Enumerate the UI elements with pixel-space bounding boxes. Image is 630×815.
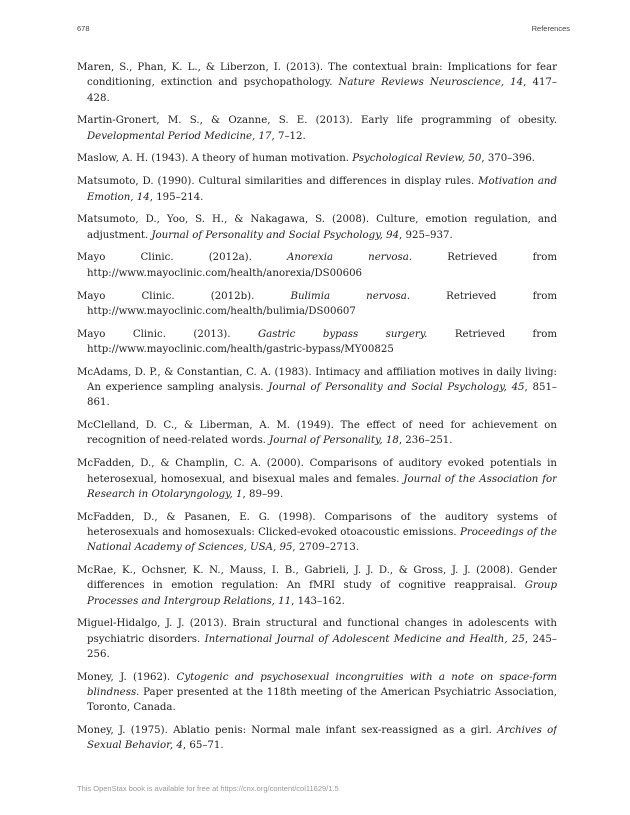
reference-text: , 925–937. — [399, 229, 453, 241]
reference-source: Gastric bypass surgery. — [258, 328, 428, 340]
reference-entry — [77, 563, 557, 609]
reference-entry — [77, 456, 557, 502]
reference-entry — [77, 113, 557, 144]
reference-entry — [77, 289, 557, 320]
reference-source: Journal of Personality and Social Psychology, 94 — [151, 229, 400, 241]
reference-entry — [77, 212, 557, 243]
reference-text: Miguel-Hidalgo, J. J. (2013). Brain structural and functional changes in adolescents with psychiatric disorders. — [77, 618, 557, 645]
reference-source: Developmental Period Medicine, 17 — [87, 130, 272, 142]
reference-text: Maslow, A. H. (1943). A theory of human motivation. — [77, 153, 353, 165]
reference-source: Group Processes and Intergroup Relations, 11 — [87, 580, 557, 607]
reference-entry — [77, 365, 557, 411]
reference-entry — [77, 60, 557, 106]
section-title: References — [531, 24, 570, 33]
reference-entry — [77, 174, 557, 205]
reference-text: Retrieved from http://www.mayoclinic.com/health/anorexia/DS00606 — [87, 252, 557, 279]
reference-text: McClelland, D. C., & Liberman, A. M. (1949). The effect of need for achievement on recognition of need-related words. — [77, 420, 557, 447]
reference-text: Martin-Gronert, M. S., & Ozanne, S. E. (2013). Early life programming of obesity. — [77, 115, 557, 127]
reference-text: McAdams, D. P., & Constantian, C. A. (1983). Intimacy and affiliation motives in daily living: An experience sampling analysis. — [77, 366, 557, 394]
reference-source: Psychological Review, 50 — [352, 153, 482, 165]
reference-text: , 851–861. — [87, 382, 557, 409]
reference-text: , 2709–2713. — [292, 542, 360, 554]
reference-text: Retrieved from http://www.mayoclinic.com/health/gastric-bypass/MY00825 — [87, 328, 557, 355]
reference-text: Mayo Clinic. (2012b). — [77, 290, 291, 302]
page-number: 678 — [77, 24, 90, 33]
reference-source: Journal of the Association for Research in Otolaryngology, 1 — [87, 473, 557, 500]
reference-entry — [77, 670, 557, 716]
reference-source: Bulimia nervosa. — [290, 290, 411, 302]
reference-text: , 89–99. — [242, 488, 284, 500]
reference-text: , 143–162. — [291, 595, 345, 607]
reference-text: Mayo Clinic. (2012a). — [77, 252, 288, 264]
reference-text: , 195–214. — [149, 191, 204, 203]
reference-source: International Journal of Adolescent Medicine and Health, 25 — [204, 633, 525, 645]
reference-source: Nature Reviews Neuroscience, 14 — [338, 77, 524, 89]
reference-text: Money, J. (1962). — [77, 671, 177, 683]
reference-source: Journal of Personality and Social Psychology, 45 — [268, 382, 525, 394]
reference-text: Retrieved from http://www.mayoclinic.com/health/bulimia/DS00607 — [87, 290, 557, 317]
reference-entry — [77, 151, 557, 166]
reference-source: Archives of Sexual Behavior, 4 — [87, 725, 557, 752]
reference-entry — [77, 250, 557, 281]
reference-text: , 65–71. — [182, 740, 224, 752]
page-footer: This OpenStax book is available for free at https://cnx.org/content/col11629/1.5 — [77, 784, 339, 793]
reference-text: Paper presented at the 118th meeting of the American Psychiatric Association, Toronto, Canada. — [87, 687, 557, 714]
reference-entry — [77, 327, 557, 358]
reference-source: Anorexia nervosa. — [287, 252, 413, 264]
reference-text: McFadden, D., & Champlin, C. A. (2000). Comparisons of auditory evoked potentials in heterosexual, homosexual, and bisexual males and females. — [77, 458, 557, 485]
reference-source: Cytogenic and psychosexual incongruities with a note on space-form blindness. — [87, 671, 557, 699]
page-header — [77, 24, 570, 36]
reference-text: , 370–396. — [481, 153, 536, 165]
reference-text: Matsumoto, D., Yoo, S. H., & Nakagawa, S. (2008). Culture, emotion regulation, and adjustment. — [77, 214, 557, 241]
reference-text: Maren, S., Phan, K. L., & Liberzon, I. (2013). The contextual brain: Implications for fear conditioning, extinction and psychopathology. — [77, 62, 557, 89]
reference-text: Mayo Clinic. (2013). — [77, 328, 258, 340]
reference-source: Journal of Personality, 18 — [269, 435, 399, 447]
reference-source: Proceedings of the National Academy of Sciences, USA, 95 — [87, 526, 557, 554]
reference-entry — [77, 510, 557, 556]
reference-list — [77, 60, 557, 760]
reference-text: Money, J. (1975). Ablatio penis: Normal male infant sex-reassigned as a girl. — [77, 725, 498, 737]
reference-text: , 7–12. — [271, 130, 306, 142]
reference-entry — [77, 418, 557, 449]
reference-entry — [77, 616, 557, 662]
reference-entry — [77, 723, 557, 754]
reference-text: , 236–251. — [398, 435, 453, 447]
reference-text: , 417–428. — [87, 77, 557, 104]
reference-text: McRae, K., Ochsner, K. N., Mauss, I. B., Gabrieli, J. J. D., & Gross, J. J. (2008). Gender differences in emotion regulation: An fMRI study of cognitive reappraisal. — [77, 565, 557, 592]
reference-text: McFadden, D., & Pasanen, E. G. (1998). Comparisons of the auditory systems of heterosexuals and homosexuals: Clicked-evoked otoacoustic emissions. — [77, 511, 557, 538]
reference-text: , 245–256. — [87, 633, 557, 660]
reference-text: Matsumoto, D. (1990). Cultural similarities and differences in display rules. — [77, 176, 479, 188]
reference-source: Motivation and Emotion, 14 — [87, 176, 557, 203]
